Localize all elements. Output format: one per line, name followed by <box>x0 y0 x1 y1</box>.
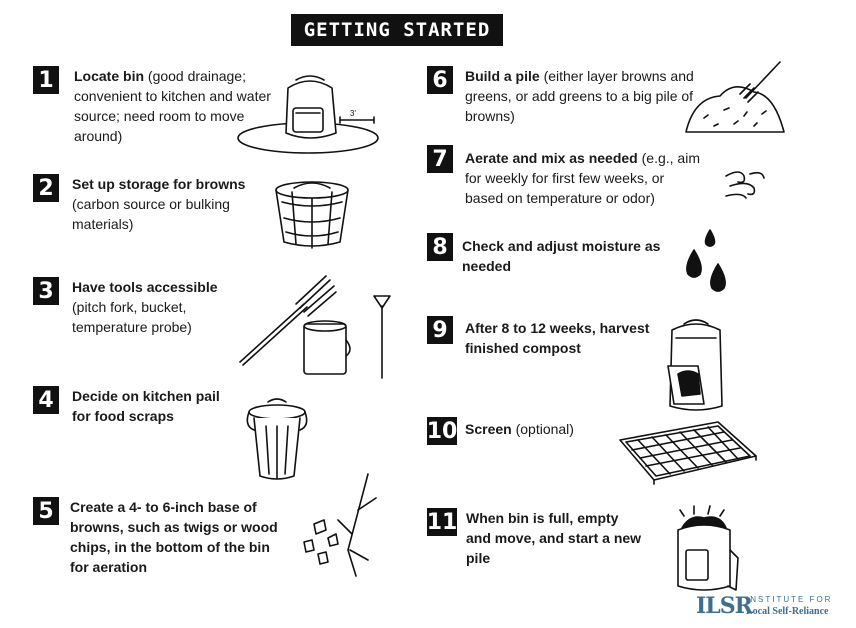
logo-mark: ILSR <box>696 593 752 619</box>
open-bin-icon <box>660 314 732 414</box>
wire-basket-icon <box>272 180 352 250</box>
step-number: 2 <box>33 174 59 202</box>
step-text: Create a 4- to 6-inch base of browns, such as twigs or wood chips, in the bottom of the bin for aeration <box>70 499 278 575</box>
step-text: When bin is full, empty and move, and start a new pile <box>466 510 642 566</box>
step-number: 4 <box>33 386 59 414</box>
page-title: GETTING STARTED <box>291 14 503 46</box>
step-number: 9 <box>427 316 453 344</box>
organization-logo <box>696 591 846 621</box>
step-number: 7 <box>427 145 453 173</box>
step-text: Build a pile (either layer browns and greens, or add greens to a big pile of browns) <box>465 68 694 124</box>
step-number: 1 <box>33 66 59 94</box>
pile-pitchfork-icon <box>684 58 794 138</box>
step-text: Screen (optional) <box>465 421 574 437</box>
step-number: 5 <box>33 497 59 525</box>
twigs-icon <box>298 470 388 580</box>
step-number: 3 <box>33 277 59 305</box>
step-text: Locate bin (good drainage; convenient to kitchen and water source; need room to move around) <box>74 68 271 144</box>
step-text: Decide on kitchen pail for food scraps <box>72 388 220 424</box>
step-number: 11 <box>426 509 458 535</box>
water-drops-icon <box>682 228 734 298</box>
step-text: Check and adjust moisture as needed <box>462 238 661 274</box>
step-number: 6 <box>427 66 453 94</box>
step-number: 10 <box>426 418 458 444</box>
step-number: 8 <box>427 233 453 261</box>
logo-line-2: Local Self-Reliance <box>746 606 829 617</box>
step-text: Have tools accessible (pitch fork, bucket, temperature probe) <box>72 279 218 335</box>
air-swirl-icon <box>724 166 766 202</box>
logo-line-1: INSTITUTE FOR <box>746 595 833 604</box>
compost-bin-icon <box>236 68 386 158</box>
full-bin-icon <box>670 506 740 596</box>
tools-icon <box>238 270 398 382</box>
step-text: After 8 to 12 weeks, harvest finished compost <box>465 320 650 356</box>
svg-text:3': 3' <box>350 109 356 118</box>
screen-icon <box>618 420 758 486</box>
step-text: Set up storage for browns (carbon source or bulking materials) <box>72 176 246 232</box>
step-text: Aerate and mix as needed (e.g., aim for weekly for first few weeks, or based on temperature or odor) <box>465 150 700 206</box>
